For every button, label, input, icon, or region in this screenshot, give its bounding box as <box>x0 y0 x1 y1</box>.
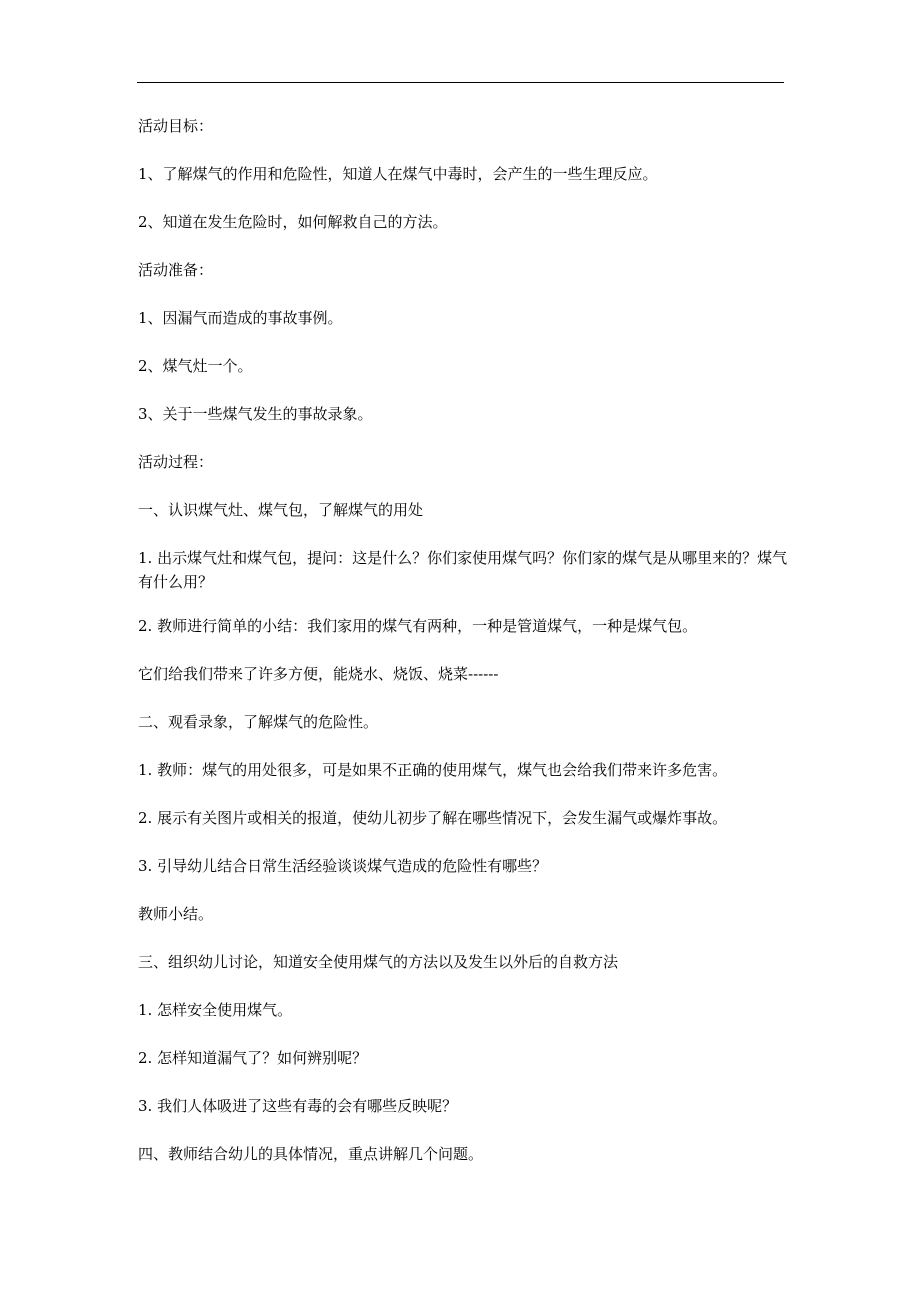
paragraph: 2. 教师进行简单的小结：我们家用的煤气有两种，一种是管道煤气，一种是煤气包。 <box>138 617 698 635</box>
paragraph: 1. 教师：煤气的用处很多，可是如果不正确的使用煤气，煤气也会给我们带来许多危害。 <box>138 761 728 779</box>
paragraph: 3、关于一些煤气发生的事故录象。 <box>138 405 373 423</box>
section-heading-preparation: 活动准备： <box>138 261 214 279</box>
paragraph: 它们给我们带来了许多方便，能烧水、烧饭、烧菜------ <box>138 665 499 683</box>
paragraph: 1. 怎样安全使用煤气。 <box>138 1001 293 1019</box>
header-rule <box>137 82 784 83</box>
paragraph: 3. 我们人体吸进了这些有毒的会有哪些反映呢？ <box>138 1097 458 1115</box>
paragraph: 1、了解煤气的作用和危险性，知道人在煤气中毒时，会产生的一些生理反应。 <box>138 165 658 183</box>
paragraph: 2. 展示有关图片或相关的报道，使幼儿初步了解在哪些情况下，会发生漏气或爆炸事故。 <box>138 809 728 827</box>
paragraph: 2、知道在发生危险时，如何解救自己的方法。 <box>138 213 448 231</box>
document-body <box>138 114 788 1190</box>
subheading: 二、观看录象，了解煤气的危险性。 <box>138 713 379 731</box>
subheading: 三、组织幼儿讨论，知道安全使用煤气的方法以及发生以外后的自救方法 <box>138 953 619 971</box>
paragraph: 2. 怎样知道漏气了？如何辨别呢？ <box>138 1049 368 1067</box>
paragraph: 1、因漏气而造成的事故事例。 <box>138 309 343 327</box>
paragraph: 教师小结。 <box>138 905 214 923</box>
section-heading-process: 活动过程： <box>138 453 214 471</box>
paragraph: 2、煤气灶一个。 <box>138 357 253 375</box>
paragraph: 3. 引导幼儿结合日常生活经验谈谈煤气造成的危险性有哪些？ <box>138 857 548 875</box>
subheading: 四、教师结合幼儿的具体情况，重点讲解几个问题。 <box>138 1145 484 1163</box>
section-heading-goals: 活动目标： <box>138 117 214 135</box>
subheading: 一、认识煤气灶、煤气包，了解煤气的用处 <box>138 501 424 519</box>
paragraph: 1. 出示煤气灶和煤气包，提问：这是什么？你们家使用煤气吗？你们家的煤气是从哪里来的？煤气有什么用？ <box>138 549 788 591</box>
